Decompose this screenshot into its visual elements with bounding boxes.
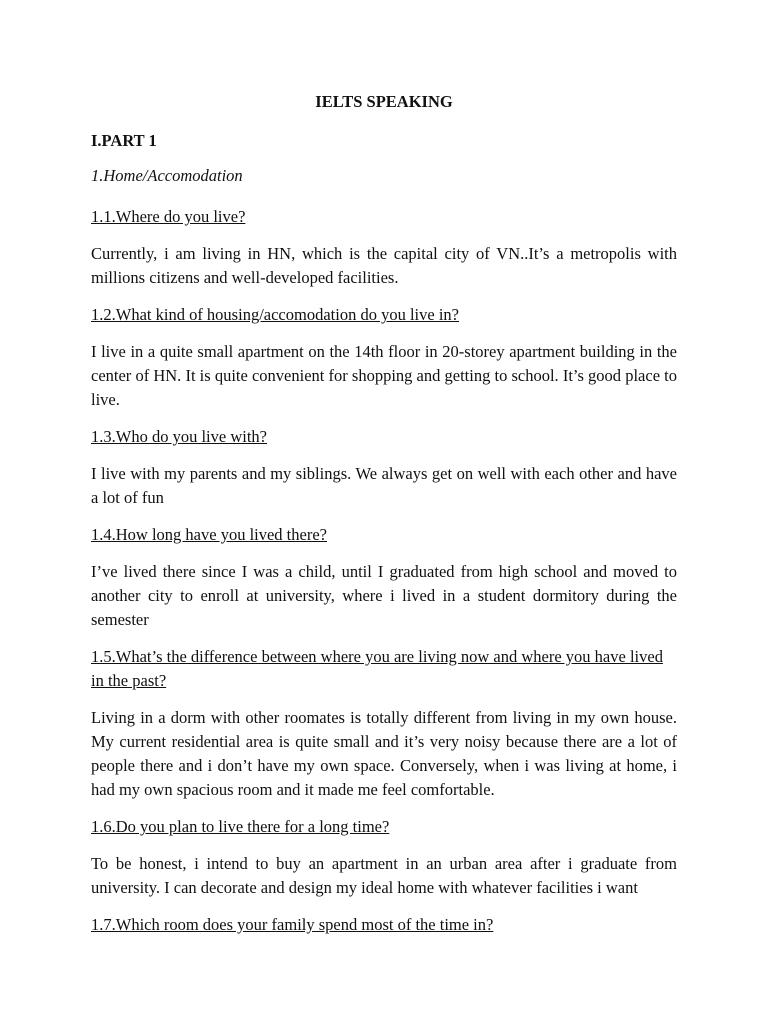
answer-1-2: I live in a quite small apartment on the 14th floor in 20-storey apartment building in the center of HN. It is quite convenient for shopping and getting to school. It’s good place to live.	[91, 342, 677, 409]
answer-1-1: Currently, i am living in HN, which is the capital city of VN..It’s a metropolis with millions citizens and well-developed facilities.	[91, 244, 677, 287]
answer-1-6: To be honest, i intend to buy an apartment in an urban area after i graduate from university. I can decorate and design my ideal home with whatever facilities i want	[91, 854, 677, 897]
answer-1-3: I live with my parents and my siblings. We always get on well with each other and have a lot of fun	[91, 464, 677, 507]
answer-1-4: I’ve lived there since I was a child, until I graduated from high school and moved to another city to enroll at university, where i lived in a student dormitory during the semester	[91, 562, 677, 629]
question-1-4: 1.4.How long have you lived there?	[91, 525, 327, 544]
question-1-3: 1.3.Who do you live with?	[91, 427, 267, 446]
section-heading: 1.Home/Accomodation	[91, 166, 243, 185]
question-1-7: 1.7.Which room does your family spend most of the time in?	[91, 915, 494, 934]
qa-list	[91, 205, 677, 950]
question-1-6: 1.6.Do you plan to live there for a long time?	[91, 817, 390, 836]
part-heading: I.PART 1	[91, 131, 157, 150]
document-title: IELTS SPEAKING	[315, 92, 453, 111]
answer-1-5: Living in a dorm with other roomates is totally different from living in my own house. My current residential area is quite small and it’s very noisy because there are a lot of people there and i don’t have my own space. Conversely, when i was living at home, i had my own spacious room and it made me feel comfortable.	[91, 708, 677, 799]
question-1-5: 1.5.What’s the difference between where you are living now and where you have lived in the past?	[91, 647, 663, 690]
question-1-2: 1.2.What kind of housing/accomodation do you live in?	[91, 305, 459, 324]
question-1-1: 1.1.Where do you live?	[91, 207, 246, 226]
